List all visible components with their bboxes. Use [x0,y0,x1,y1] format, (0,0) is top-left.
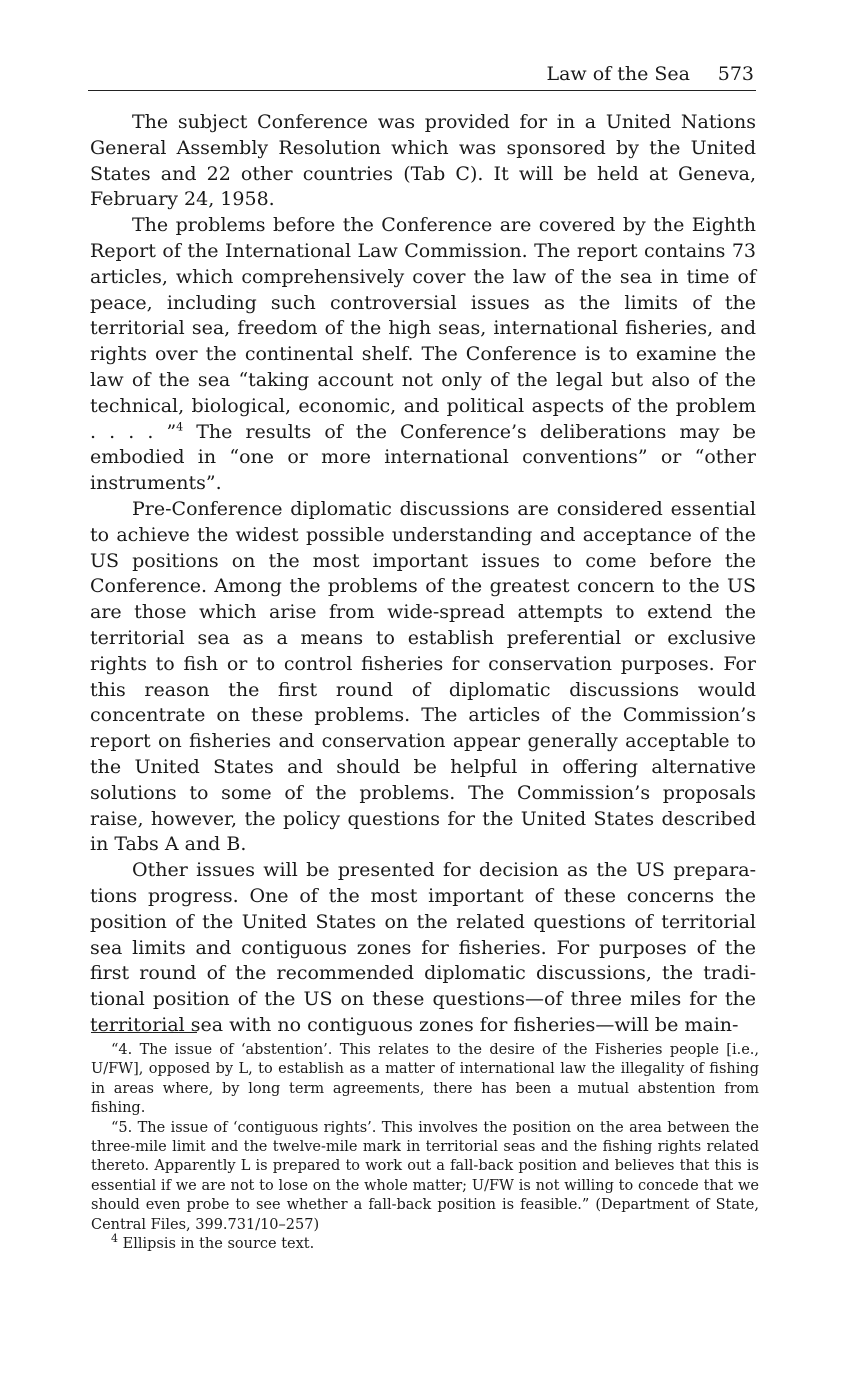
paragraph-4: Other issues will be presented for decision as the US preparations progress. One of the most important of these concerns the position of the United States on the related questions of territorial sea limits and contiguous zones for fisheries. For purposes of the first round of the recommended diplomatic discussions, the traditional position of the US on these questions—of three miles for the territorial sea with no contiguous zones for fisheries—will be main- [90,859,756,1036]
footnote-quote-item-5: “5. The issue of ‘contiguous rights’. This involves the position on the area between the three-mile limit and the twelve-mile mark in territorial seas and the fishing rights related thereto. Apparently L is prepared to work out a fall-back position and believes that this is essential if we are not to lose on the whole matter; U/FW is not willing to concede that we should even probe to see whether a fall-back position is feasible.” (Department of State, Central Files, 399.731/10–257) [91,1119,759,1233]
footnote-quote-item-4: “4. The issue of ‘abstention’. This relates to the desire of the Fisheries people [i.e., U/FW], opposed by L, to establish as a matter of international law the illegality of fishing in areas where, by long term agreements, there has been a mutual abstention from fishing. [91,1042,759,1117]
page-number: 573 [717,63,754,85]
footnote-ref-4: 4 [176,420,184,434]
paragraph-3: Pre-Conference diplomatic discussions are considered essential to achieve the widest possible understanding and acceptance of the US positions on the most important issues to come before the Conference. Among the problems of the greatest concern to the US are those which arise from wide-spread attempts to extend the territorial sea as a means to establish preferential or exclusive rights to fish or to control fisheries for conservation purposes. For this reason the first round of diplomatic discussions would concentrate on these problems. The articles of the Commission’s report on fisheries and conservation appear generally acceptable to the United States and should be helpful in offering alternative solutions to some of the problems. The Commission’s proposals raise, however, the policy questions for the United States described in Tabs A and B. [90,497,756,856]
footnote-4-marker: 4 [111,1232,118,1246]
paragraph-2 [90,213,756,497]
footnote-4 [91,1232,759,1254]
running-title: Law of the Sea [546,63,690,85]
paragraph-1: The subject Conference was provided for in a United Nations General Assembly Resolution which was sponsored by the United States and 22 other countries (Tab C). It will be held at Geneva, February 24, 1958. [90,111,756,211]
running-header [88,62,756,91]
footnotes [91,1041,759,1254]
main-text [90,110,756,1039]
paragraph-2-continuation: The results of the Conference’s deliberations may be embodied in “one or more international conventions” or “other instruments”. [90,420,757,495]
paragraph-2-text: The problems before the Conference are covered by the Eighth Report of the International Law Commission. The report contains 73 articles, which comprehensively cover the law of the sea in time of peace, including such controversial issues as the limits of the territorial sea, freedom of the high seas, international fisheries, and rights over the continental shelf. The Conference is to examine the law of the sea “taking account not only of the legal but also of the technical, biological, economic, and political aspects of the problem . . . . ” [90,214,756,443]
footnote-divider [91,1032,197,1033]
footnote-4-text: Ellipsis in the source text. [118,1236,315,1253]
